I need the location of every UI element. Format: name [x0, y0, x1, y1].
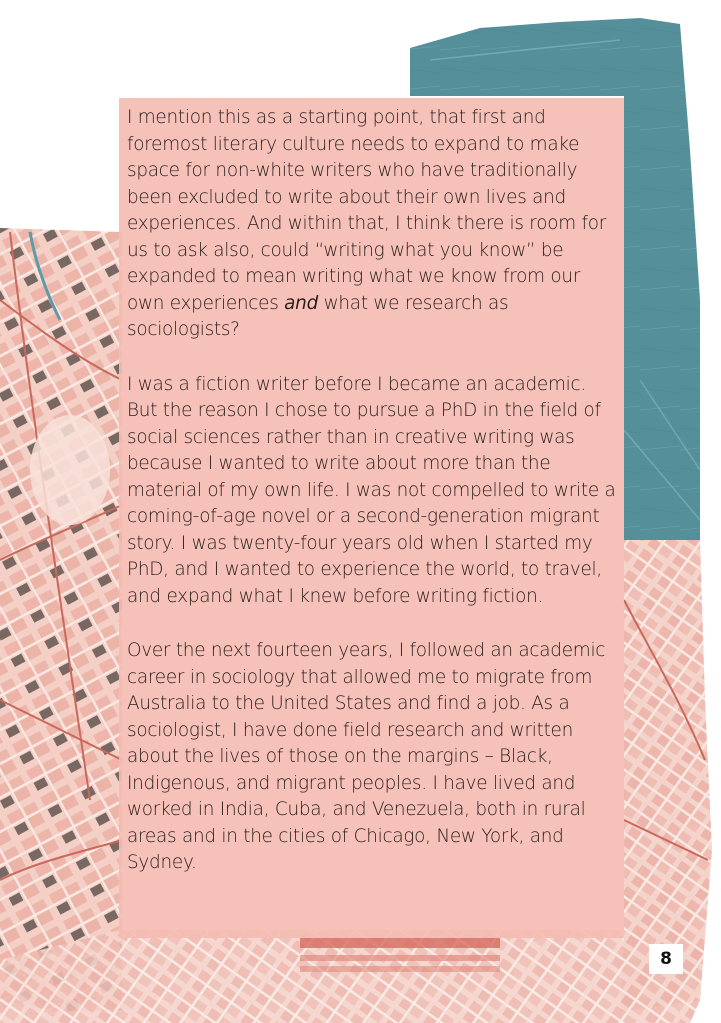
paragraph-1-emphasis: and — [284, 292, 319, 314]
paragraph-3 — [127, 638, 616, 877]
paragraph-3-text: Over the next fourteen years, I followed an academic career in sociology that allowed me to migrate from Australia to the United States and find a job. As a sociologist, I have done field research and written about the lives of those on the margins – Black, Indigenous, and migrant peoples. I have lived and worked in India, Cuba, and Venezuela, both in rural areas and in the cities of Chicago, New York, and Sydney. — [127, 640, 606, 873]
paragraph-1 — [127, 105, 616, 344]
map-strip-left — [0, 228, 122, 1012]
page-number: 8 — [649, 944, 683, 974]
map-bottom-stripes — [300, 938, 500, 972]
paragraph-2-text: I was a fiction writer before I became an academic. But the reason I chose to pursue a PhD in the field of social sciences rather than in creative writing was because I wanted to write about more than the material of my own life. I was not compelled to write a coming-of-age novel or a second-generation migrant story. I was twenty-four years old when I started my PhD, and I wanted to experience the world, to travel, and expand what I knew before writing fiction. — [127, 373, 616, 607]
paragraph-2 — [127, 372, 616, 611]
paragraph-1-text-end: what we research as sociologists? — [127, 292, 509, 340]
paragraph-1-text: I mention this as a starting point, that first and foremost literary culture needs to expand to make space for non-white writers who have traditionally been excluded to write about their own lives and experiences. And within that, I think there is room for us to ask also, could “writing what you know” be expanded to mean writing what we know from our own experiences — [127, 107, 607, 314]
map-strip-right — [620, 540, 712, 1012]
map-park-left — [30, 415, 110, 525]
text-panel — [119, 98, 624, 938]
